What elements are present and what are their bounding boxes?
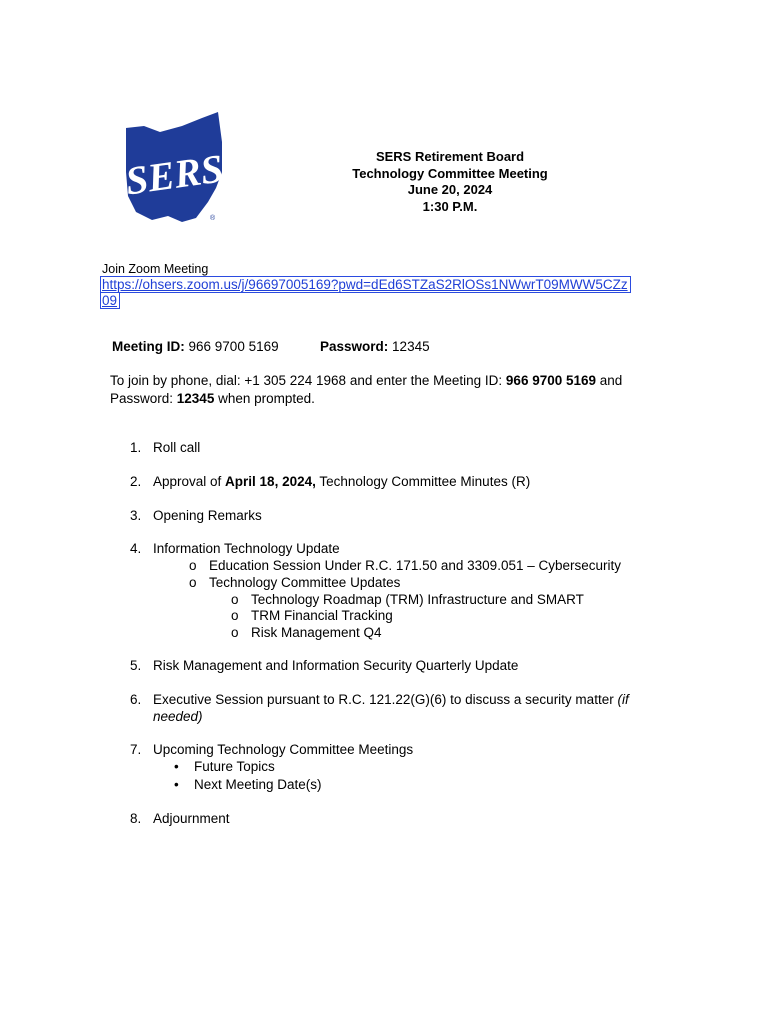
zoom-link[interactable] [101,277,663,309]
meeting-date: June 20, 2024 [407,182,493,197]
phone-instructions: To join by phone, dial: +1 305 224 1968 and enter the Meeting ID: 966 9700 5169 and Password: 12345 when prompted. [110,373,623,406]
zoom-link-line2[interactable]: 09 [102,293,118,308]
password-value: 12345 [392,339,430,354]
meeting-password [320,339,430,354]
zoom-label: Join Zoom Meeting [102,262,209,276]
meeting-header [300,149,600,215]
svg-text:SERS: SERS [124,145,224,204]
committee-title: Technology Committee Meeting [352,165,548,181]
meeting-id-value: 966 9700 5169 [188,339,279,354]
meeting-time: 1:30 P.M. [422,198,478,214]
board-title: SERS Retirement Board [375,149,525,164]
password-label: Password: [320,339,389,354]
meeting-id-label: Meeting ID: [112,339,185,354]
sers-logo [124,112,224,228]
meeting-id [112,339,279,354]
ohio-shape-icon [124,112,224,228]
svg-text:®: ® [210,215,216,222]
zoom-link-line1[interactable]: https://ohsers.zoom.us/j/96697005169?pwd=dEd6STZaS2RlOSs1NWwrT09MWW5CZz [102,277,628,292]
